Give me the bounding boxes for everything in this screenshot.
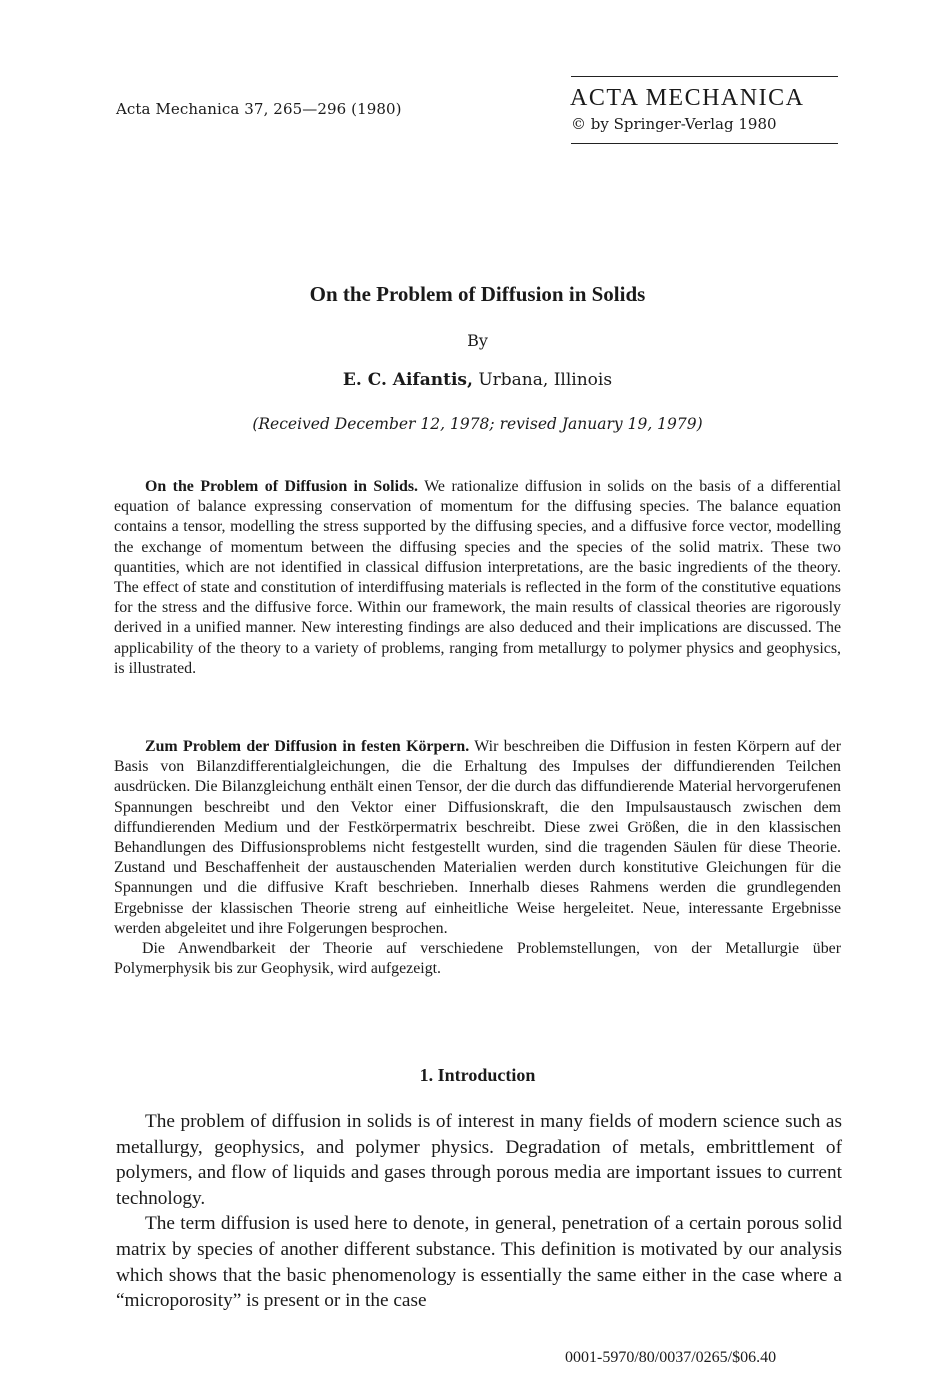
abstract-english xyxy=(114,477,841,679)
body-paragraph-1: The problem of diffusion in solids is of interest in many fields of modern science such as metallurgy, geophysics, and polymer physics. Degradation of metals, embrittlement of polymers, and flow of liquids and gases through porous media are important issues to current technology. xyxy=(116,1111,842,1209)
journal-name: ACTA MECHANICA xyxy=(570,85,805,111)
author-line xyxy=(0,370,945,390)
journal-citation: Acta Mechanica 37, 265—296 (1980) xyxy=(116,100,402,118)
abstract-english-lead: On the Problem of Diffusion in Solids. xyxy=(145,478,418,495)
article-title: On the Problem of Diffusion in Solids xyxy=(309,282,646,306)
article-code: 0001-5970/80/0037/0265/$06.40 xyxy=(565,1349,777,1366)
author-affiliation: Urbana, Illinois xyxy=(472,370,613,390)
abstract-german xyxy=(114,737,841,979)
byline-by: By xyxy=(467,331,488,350)
section-body xyxy=(116,1109,842,1314)
abstract-german-text: Wir beschreiben die Diffusion in festen Körpern auf der Basis von Bilanzdifferentialgleichungen, die die Erhaltung des Impulses der diffundierenden Teilchen ausdrücken. Die Bilanzgleichung enthält einen Tensor, der die durch das diffundierende Material hervorgerufenen Spannungen beschreibt und den Vektor einer Diffusionskraft, die den Impulsaustausch zwischen dem diffundierenden Medium und der Festkörpermatrix beschreibt. Diese zwei Größen, die in den klassischen Behandlungen des Diffusionsproblems nicht festgestellt wurden, sind die tragenden Säulen für diese Theorie. Zustand und Beschaffenheit der austauschenden Materialien werden durch konstitutive Gleichungen für die Spannungen und die diffusive Kraft beschrieben. Innerhalb dieses Rahmens werden die grundlegenden Ergebnisse der klassischen Theorie streng auf einheitliche Weise hergeleitet. Neue, interessante Ergebnisse werden abgeleitet und ihre Folgerungen besprochen. xyxy=(114,738,841,937)
abstract-german-lead: Zum Problem der Diffusion in festen Körpern. xyxy=(145,738,470,755)
author-name: E. C. Aifantis, xyxy=(342,370,473,390)
copyright-notice: © by Springer-Verlag 1980 xyxy=(571,115,777,133)
abstract-english-text: We rationalize diffusion in solids on the basis of a differential equation of balance expressing conservation of momentum for the diffusing species. The balance equation contains a tensor, modelling the stress supported by the diffusing species, and a diffusive force vector, modelling the exchange of momentum between the diffusing species and the species of the solid matrix. These two quantities, which are not identified in classical diffusion interpretations, are the basic ingredients of the theory. The effect of state and constitution of interdiffusing materials is reflected in the form of the constitutive equations for the stress and the diffusive force. Within our framework, the main results of classical theories are rigorously derived in a unified manner. New interesting findings are also deduced and their implications are discussed. The applicability of the theory to a variety of problems, ranging from metallurgy to polymer physics and geophysics, is illustrated. xyxy=(114,478,841,677)
journal-masthead xyxy=(571,76,838,144)
body-paragraph-2: The term diffusion is used here to denote, in general, penetration of a certain porous solid matrix by species of another different substance. This definition is motivated by our analysis which shows that the basic phenomenology is essentially the same either in the case where a “microporosity” is present or in the case xyxy=(116,1213,842,1312)
received-dates: (Received December 12, 1978; revised January 19, 1979) xyxy=(252,415,703,433)
abstract-german-text-2: Die Anwendbarkeit der Theorie auf verschiedene Problemstellungen, von der Metallurgie über Polymerphysik bis zur Geophysik, wird aufgezeigt. xyxy=(114,940,841,978)
section-heading: 1. Introduction xyxy=(419,1065,536,1085)
